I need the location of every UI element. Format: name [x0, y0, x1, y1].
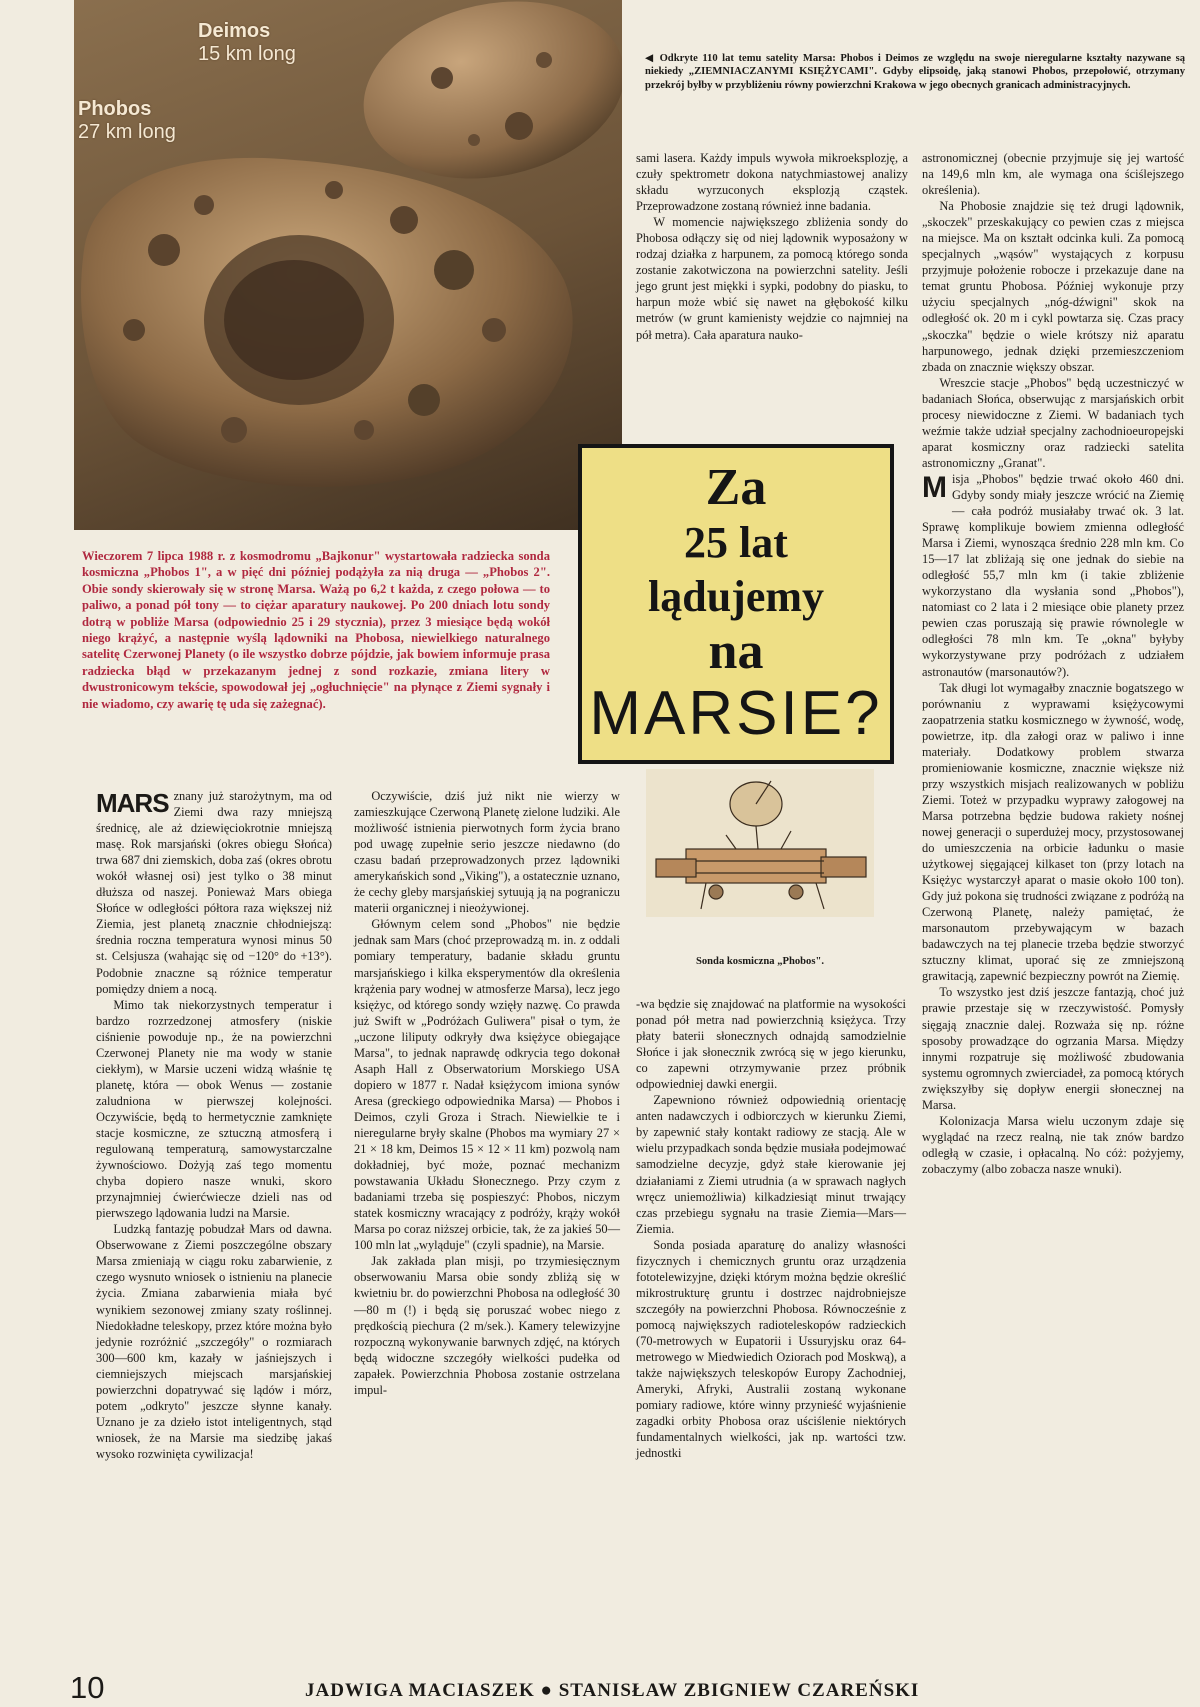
headline-line-1: Za: [705, 459, 767, 516]
paragraph: Sonda posiada aparaturę do analizy własności fizycznych i chemicznych gruntu oraz urządzenia fototelewizyjne, dzięki którym można będzie określić mikrostrukturę gruntu i dostrzec najdrobniejsze szczegóły na powierzchni Phobosa. Równocześnie z pomocą największych radioteleskopów radzieckich (70-metrowych w Eupatorii i Ussuryjsku oraz 64-metrowego w Miedwiedich Oziorach pod Moskwą), a także największych teleskopów Europy Zachodniej, Ameryki, Afryki, Australii zostaną wykonane pomiary radiowe, które winny przynieść wyjaśnienie zagadki orbity Phobosa oraz uściślenie niektórych fundamentalnych wielkości, jak np. wartości tzw. jednostki: [636, 1237, 906, 1461]
lead-paragraph: Wieczorem 7 lipca 1988 r. z kosmodromu „Bajkonur" wystartowała radziecka sonda kosmiczna „Phobos 1", a w pięć dni później podążyła za nią druga — „Phobos 2". Obie sondy skierowały się w stronę Marsa. Ważą po 6,2 t każda, z czego połowa — to paliwo, a ponad pół tony — to ciężar aparatury naukowej. Po 200 dniach lotu sondy dotrą w pobliże Marsa (odpowiednio 25 i 29 stycznia), przez 3 miesiące będą wokół niego krążyć, a następnie wyślą lądowniki na Phobosa, niewielkiego naturalnego satelitę Czerwonej Planety (o ile wszystko dobrze pójdzie, jak bowiem informuje prasa radziecka błąd w przekazanym jednej z sond rozkazie, zmiana litery w dwustronicowym tekście, spowodował jej „ogłuchnięcie" na płynące z Ziemi sygnały i nie wiadomo, czy awarię tę uda się zażegnać).: [82, 549, 550, 711]
deimos-label: [198, 20, 296, 66]
headline-line-5: MARSIE?: [589, 679, 883, 748]
deimos-size: 15 km long: [198, 43, 296, 65]
headline-box: [578, 444, 894, 764]
paragraph: Tak długi lot wymagałby znacznie bogatszego w porównaniu z wyprawami księżycowymi zaopatrzenia statku kosmicznego w żywność, wodę, powietrze, itp. dla załogi oraz w paliwo i inne materiały. Dodatkowy problem stwarza promieniowanie kosmiczne, znacznie większe niż przy wszystkich misjach realizowanych w pobliżu Ziemi. Toteż w przypadku wyprawy załogowej na Marsa potrzebna będzie budowa rakiety nośnej nowej generacji o superdużej mocy, przystosowanej do umieszczenia na orbicie ładunku o masie użytkowej sięgającej kilkaset ton (przy lotach na Księżyc wystarczył aparat o masie około 100 ton). Gdy już pokona się trudności związane z podróżą na Czerwoną Planetę, należy pamiętać, że marsonautom przebywającym w bazach badawczych na tej planecie trzeba będzie stworzyć sztuczny klimat, uporać się ze zmniejszoną grawitacją, zapewnić bezpieczny powrót na Ziemię.: [922, 680, 1184, 984]
paragraph: Ludzką fantazję pobudzał Mars od dawna. Obserwowane z Ziemi poszczególne obszary Marsa zmieniają w ciągu roku zabarwienie, z czego wysnuto wniosek o istnieniu na planecie życia. Zmiana zabarwienia miała być wynikiem sezonowej zmiany szaty roślinnej. Niedokładne teleskopy, przez które można było jedynie rozróżnić „szczegóły" o rozmiarach 300—600 km, kazały w jaśniejszych i ciemniejszych miejscach marsjańskiej powierzchni dopatrywać się lądów i mórz, potem „odkryto" jeszcze słynne kanały. Uznano je za dzieło istot inteligentnych, stąd wniosek, że na Marsie ma siedzibę jakaś wysoko rozwinięta cywilizacja!: [96, 1222, 332, 1461]
phobos-moon: [81, 158, 573, 487]
photo-caption-text: Odkryte 110 lat temu satelity Marsa: Phobos i Deimos ze względu na swoje nieregularne kształty nazywane są niekiedy „ZIEMNIACZANYMI KSIĘŻYCAMI". Gdyby elipsoidę, jaką stanowi Phobos, przepołowić, otrzymany przekrój byłby w przybliżeniu równy powierzchni Krakowa w jego obecnych granicach administracyjnych.: [645, 53, 1185, 91]
paragraph: Kolonizacja Marsa wielu uczonym zdaje się wyglądać na rzecz realną, nie tak znów bardzo odległą w czasie, i opłacalną. No cóż: pożyjemy, zobaczymy (albo zobacza nasze wnuki).: [922, 1113, 1184, 1176]
headline-line-4: na: [708, 623, 764, 680]
paragraph: Oczywiście, dziś już nikt nie wierzy w zamieszkujące Czerwoną Planetę zielone ludziki. Ale możliwość istnienia pierwotnych form życia brano pod uwagę zupełnie serio jeszcze niedawno (do czasu badań przeprowadzonych przez lądowniki amerykańskich sond „Viking"), a ostatecznie uznano, że cechy gleby marsjańskiej sytuują ją na pograniczu materii organicznej i nieożywionej.: [354, 789, 620, 916]
phobos-label: [78, 98, 176, 144]
probe-caption: Sonda kosmiczna „Phobos".: [695, 956, 825, 967]
paragraph: [922, 471, 1184, 680]
headline-line-3: lądujemy: [648, 572, 824, 621]
triangle-left-icon: ◀: [645, 53, 660, 64]
paragraph-text: isja „Phobos" będzie trwać około 460 dni. Gdyby sondy miały jeszcze wrócić na Ziemię — cała podróż musiałaby trwać ok. 3 lat. Sprawę komplikuje bowiem zmienna odległość Marsa i Ziemi, wynosząca średnio 228 mln km. Co 15—17 lat zbliżają się one jednak do siebie na odległość 55,7 mln km (i takie zbliżenie wykorzystano dla wysłania sond „Phobos"), natomiast co 2 lata i 2 miesiące obie planety przez pewien czas poruszają się prawie równolegle w odległości 78 mln km. Te „okna" byłyby wykorzystywane przy podróżach z udziałem astronautów (marsonautów?).: [922, 471, 1184, 679]
paragraph: sami lasera. Każdy impuls wywoła mikroeksplozję, a czuły spektrometr dokona natychmiastowej analizy składu wyrzuconych eksplozją cząstek. Przeprowadzone zostaną również inne badania.: [636, 151, 908, 214]
paragraph: [96, 788, 332, 997]
paragraph: Głównym celem sond „Phobos" nie będzie jednak sam Mars (choć przeprowadzą m. in. z oddali pomiary temperatury, badanie składu gruntu marsjańskiego i kilka eksperymentów dla określenia krążenia pary wodnej w atmosferze Marsa), lecz jego księżyc, od którego sondy wzięły nazwę. Co prawda już Swift w „Podróżach Guliwera" pisał o tym, że „uczone liliputy odkryły dwa księżyce obiegające Marsa", to jednak naprawdę odkrycia tego dokonał Asaph Hall z Obserwatorium Morskiego USA dopiero w 1877 r. Nadał księżycom imiona synów Aresa (greckiego odpowiednika Marsa) — Phobos i Deimos, czyli Groza i Strach. Niewielkie te i nieregularne bryły skalne (Phobos ma wymiary 27 × 21 × 18 km, Deimos 15 × 12 × 11 km) pozwolą nam dokładniej, być może, poznać mechanizm powstawania Układu Słonecznego. Przy czym z badaniami trzeba się pospieszyć: Phobos, niczym statek kosmiczny wracający z podróży, krąży wokół Marsa po coraz niższej orbicie, tak, że za jakieś 50—100 mln lat „wyląduje" (czyli spadnie), na Marsie.: [354, 917, 620, 1253]
drop-initial-m: M: [922, 470, 947, 504]
paragraph: Jak zakłada plan misji, po trzymiesięcznym obserwowaniu Marsa obie sondy zbliżą się w kwietniu br. do powierzchni Phobosa na odległość 30—80 m (!) i będą się poruszać wobec niego z prędkością piechura (2 m/sek.). Kamery telewizyjne rozpoczną wykonywanie barwnych zdjęć, na których będą widoczne szczegóły wielkości pudełka od zapałek. Powierzchnia Phobosa zostanie ostrzelana impul-: [354, 1254, 620, 1397]
column-1: [96, 788, 332, 1462]
moons-illustration: [74, 0, 622, 530]
deimos-name: Deimos: [198, 20, 271, 42]
paragraph: Zapewniono również odpowiednią orientację anten nadawczych i odbiorczych w kierunku Ziemi, by zapewnić stały kontakt radiowy ze stacją. Ale w wielu przypadkach sonda będzie musiała podejmować samodzielne decyzje, gdyż stałe kierowanie jej działaniami z Ziemi utrudnia (a w sprawach nagłych wręcz uniemożliwia) kilkadziesiąt minut trwający czas przebiegu sygnału na trasie Ziemia—Mars—Ziemia.: [636, 1093, 906, 1236]
drop-initial-mars: MARS: [96, 788, 169, 818]
paragraph: Mimo tak niekorzystnych temperatur i bardzo rozrzedzonej atmosfery (niskie ciśnienie powoduje np., że na powierzchni Czerwonej Planety nie ma wody w stanie ciekłym), w Marsie uczeni widzą właśnie tę planetę, która — obok Wenus — zostanie zaludniona w pierwszej kolejności. Oczywiście, będą to hermetycznie zamknięte stacje kosmiczne, ze sztuczną atmosferą i regulowaną temperaturą, samowystarczalne żywnościowo. Dożyją zaś tego momentu chyba dopiero nasze wnuki, skoro przynajmniej ćwierćwiecze dzieli nas od pierwszego lądowania ludzi na Marsie.: [96, 997, 332, 1221]
column-2: [354, 788, 620, 1398]
paragraph: astronomicznej (obecnie przyjmuje się jej wartość na 149,6 mln km, ale wymaga ona ściślejszego określenia).: [922, 151, 1184, 198]
headline-line-2: 25 lat: [684, 518, 788, 567]
deimos-moon: [347, 0, 622, 202]
paragraph-text: znany już starożytnym, ma od Ziemi dwa razy mniejszą średnicę, ale aż dziewięciokrotnie mniejszą masę. Rok marsjański (okres obiegu Słońca) trwa 687 dni ziemskich, doba zaś (okres obrotu wokół własnej osi) jest tylko o 38 minut dłuższa od naszej. Ponieważ Mars obiega Słońce w odległości półtora raza większej niż Ziemia, jest planetą znacznie chłodniejszą: średnia roczna temperatura wynosi minus 50 st. Celsjusza (wahając się od −120° do +13°). Podobnie znaczne są różnice temperatur pomiędzy dniem a nocą.: [96, 789, 332, 996]
column-3-top: [636, 150, 908, 343]
paragraph: To wszystko jest dziś jeszcze fantazją, choć już prawie przestaje się w rzeczywistość. Pomysły sięgają znacznie dalej. Rozważa się np. różne sposoby prowadzące do ogrzania Marsa. Między innymi rozpatruje się możliwość zbudowania systemu ogromnych zwierciadeł, za pomocą których zwiększyłby się dopływ energii słonecznej na Marsa.: [922, 985, 1184, 1112]
paragraph: Na Phobosie znajdzie się też drugi lądownik, „skoczek" przeskakujący co pewien czas z miejsca na miejsce. Ma on kształt odcinka kuli. Za pomocą specjalnych „wąsów" wystających z korpusu przyjmuje położenie robocze i przekazuje dane na temat gruntu Phobosa. Później wykonuje przy użyciu specjalnych „nóg-dźwigni" skok na odległość ok. 20 m i cykl powtarza się. Czas pracy „skoczka" będzie o wiele krótszy niż aparatu harpunowego, jednak dzięki przemieszczeniom zbada on znacznie większy obszar.: [922, 199, 1184, 374]
probe-illustration: [646, 769, 874, 917]
phobos-size: 27 km long: [78, 121, 176, 143]
author-byline: JADWIGA MACIASZEK ● STANISŁAW ZBIGNIEW CZAREŃSKI: [305, 1680, 920, 1701]
paragraph: Wreszcie stacje „Phobos" będą uczestniczyć w badaniach Słońca, obserwując z marsjańskich orbit procesy niewidoczne z Ziemi. W badaniach tych weźmie także udział specjalny zachodnioeuropejski aparat kosmiczny oraz radziecki satelita astronomiczny „Granat".: [922, 375, 1184, 470]
paragraph: -wa będzie się znajdować na platformie na wysokości ponad pół metra nad powierzchnią księżyca. Trzy płaty baterii słonecznych odnajdą samodzielnie Słońce i jak słonecznik zwrócą się w jego kierunku, co zapewni otrzymywanie przez próbnik odpowiedniej dawki energii.: [636, 997, 906, 1092]
phobos-name: Phobos: [78, 98, 152, 120]
moons-photo: [74, 0, 622, 530]
page-number: 10: [70, 1670, 105, 1705]
column-4: [922, 150, 1184, 1177]
photo-caption: [645, 52, 1185, 92]
paragraph: W momencie największego zbliżenia sondy do Phobosa odłączy się od niej lądownik wyposażony w rodzaj działka z harpunem, za pomocą którego sonda zostanie zakotwiczona na powierzchni satelity. Jeśli jego grunt jest miękki i sypki, podobny do piasku, to harpun może wbić się nawet na głębokość kilku metrów (w grunt kamienisty wejdzie co najmniej na pół metra). Cała aparatura nauko-: [636, 215, 908, 342]
probe-drawing: [646, 769, 874, 917]
column-3-bottom: [636, 996, 906, 1461]
